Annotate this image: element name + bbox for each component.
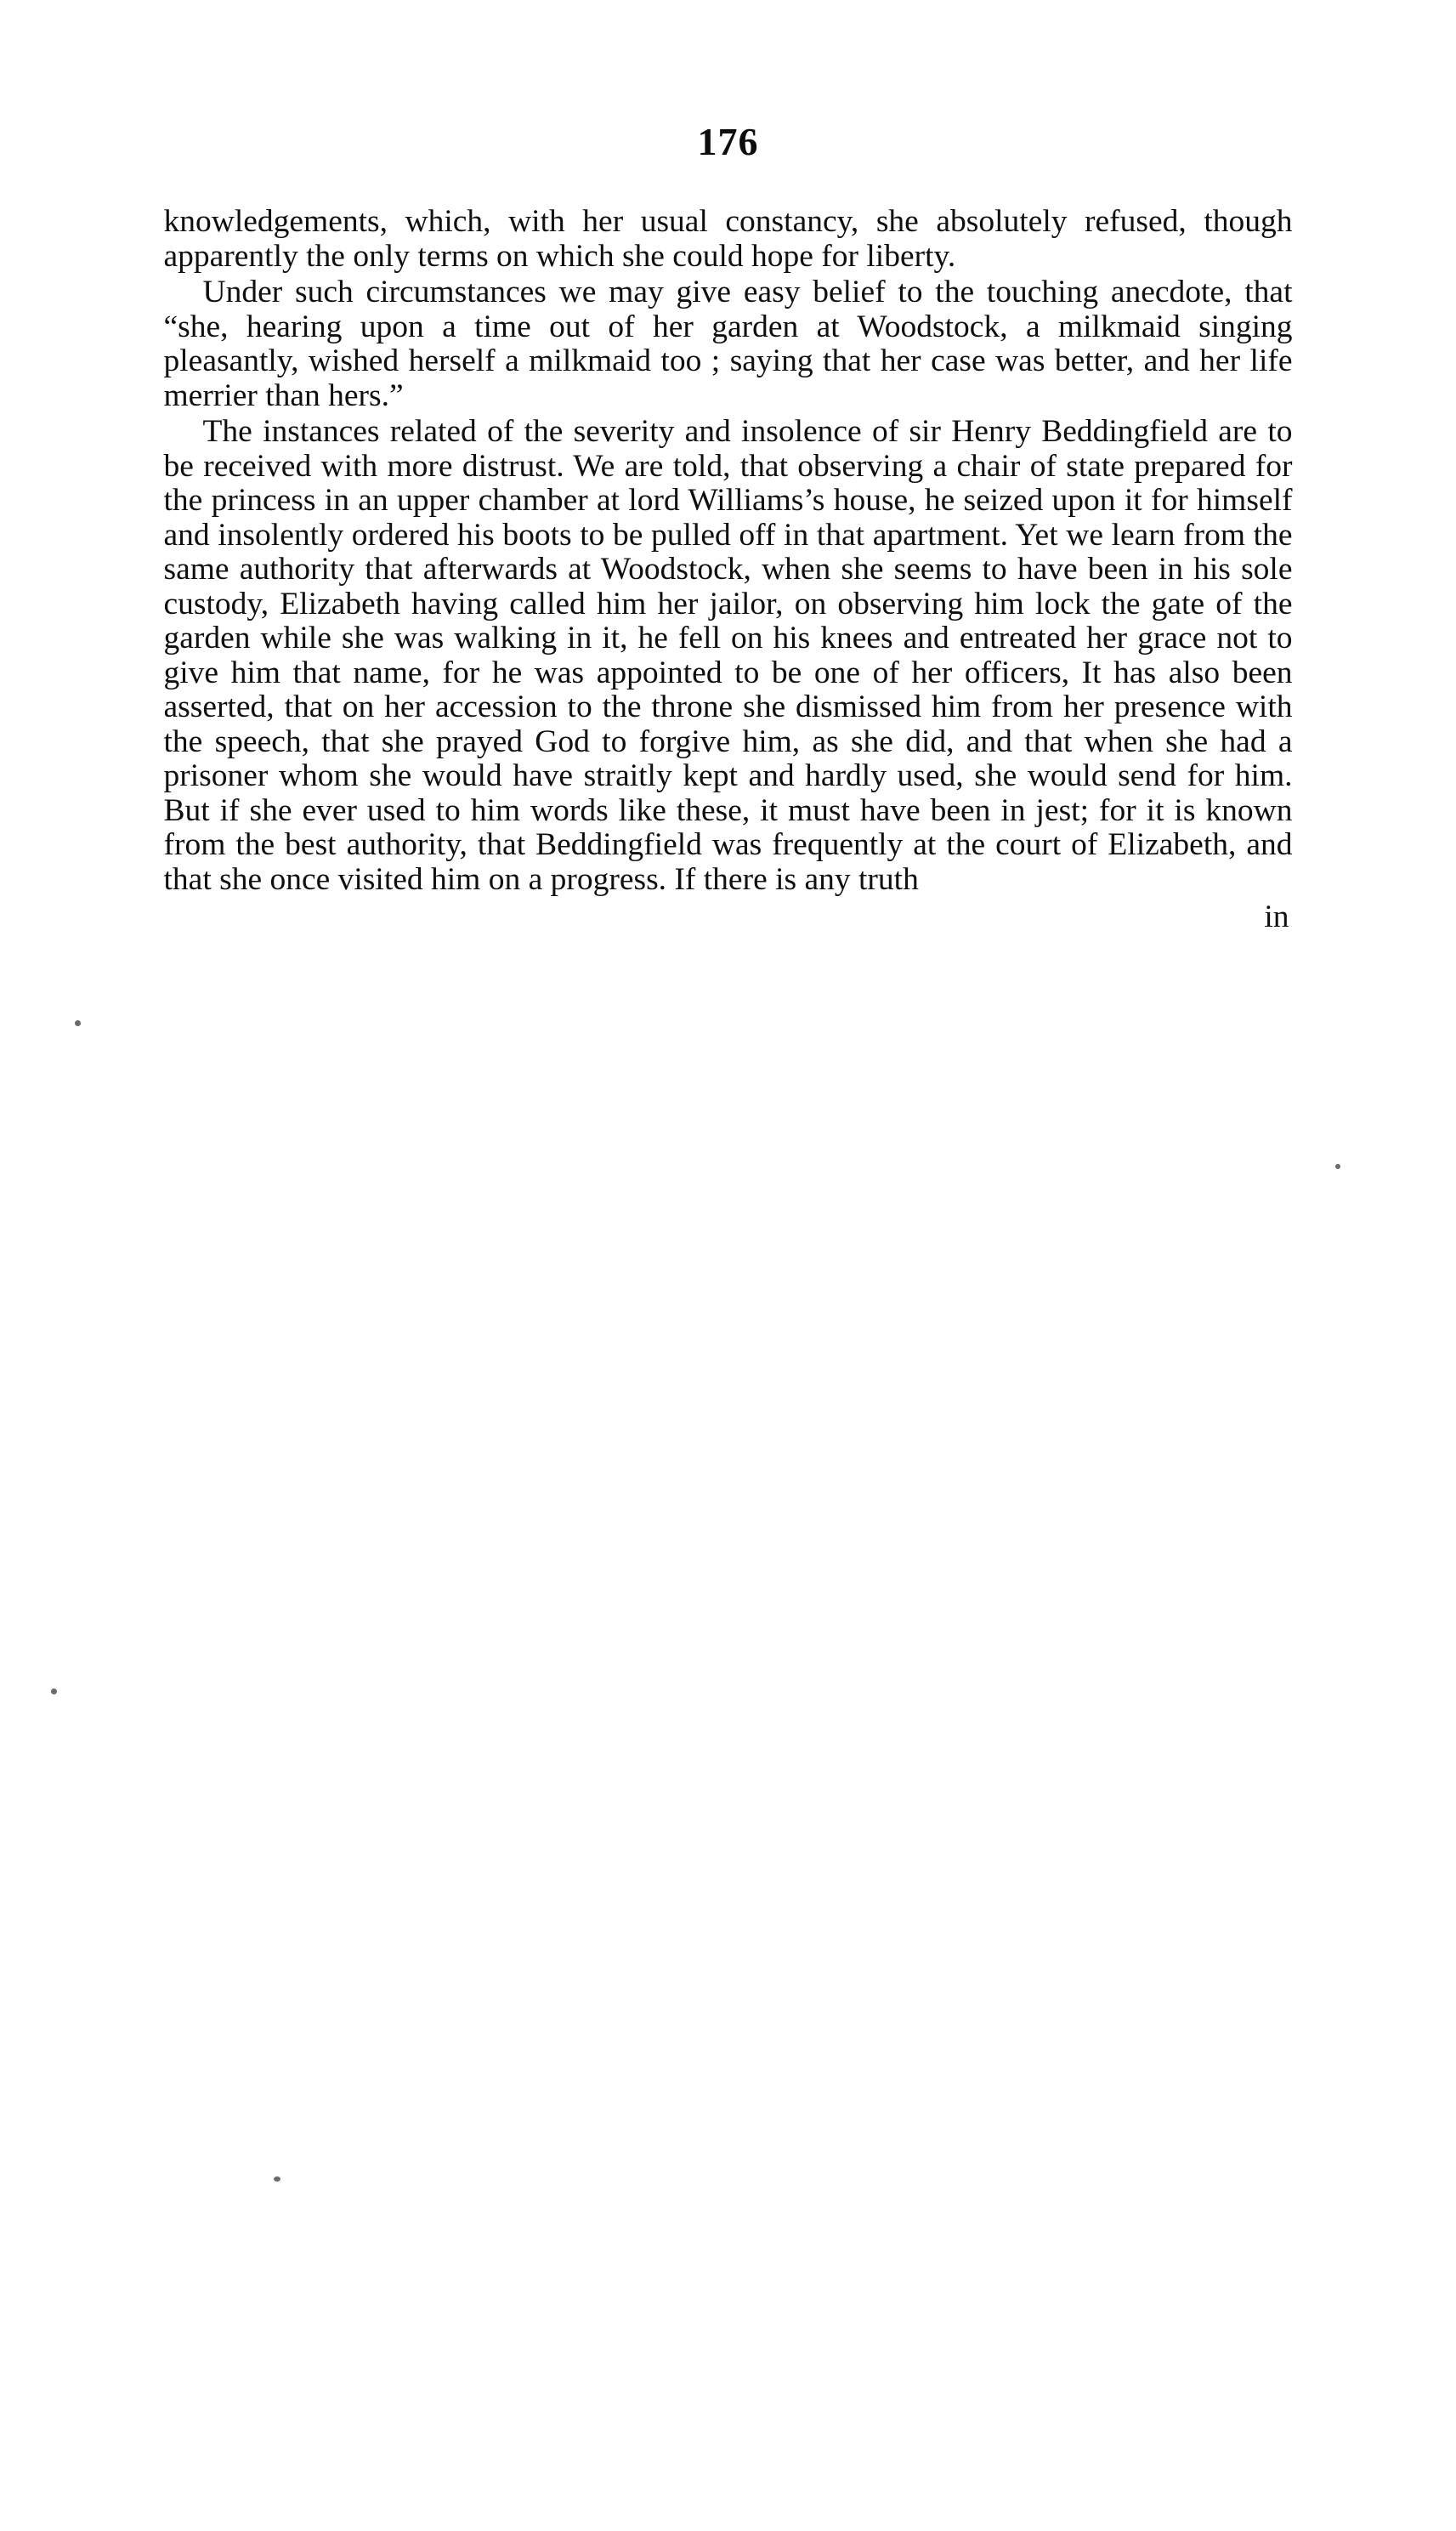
scan-speck (274, 2176, 280, 2182)
catchword: in (1264, 899, 1289, 934)
paragraph-beddingfield: The instances related of the severity and insolence of sir Henry Beddingfield are to be received with more distrust. We are told, that observing a chair of state prepared for the princess in an upper chamber at lord Williams’s house, he seized upon it for himself and insolently ordered his boots to be pulled off in that apartment. Yet we learn from the same authority that afterwards at Woodstock, when she seems to have been in his sole custody, Elizabeth having called him her jailor, on observing him lock the gate of the garden while she was walking in it, he fell on his knees and entreated her grace not to give him that name, for he was appointed to be one of her officers, It has also been asserted, that on her accession to the throne she dismissed him from her presence with the speech, that she prayed God to forgive him, as she did, and that when she had a prisoner whom she would have straitly kept and hardly used, she would send for him. But if she ever used to him words like these, it must have been in jest; for it is known from the best authority, that Beddingfield was frequently at the court of Elizabeth, and that she once visited him on a progress. If there is any truth (163, 414, 1293, 897)
page-number: 176 (697, 120, 759, 163)
scan-speck (51, 1688, 57, 1694)
paragraph-milkmaid-anecdote: Under such circumstances we may give easy belief to the touching anecdote, that “she, hearing upon a time out of her garden at Woodstock, a milkmaid singing pleasantly, wished herself a milkmaid too ; saying that her case was better, and her life merrier than hers.” (163, 275, 1293, 413)
body-text (159, 164, 1298, 935)
scan-speck (75, 1020, 81, 1026)
paragraph-acknowledgements: knowledgements, which, with her usual constancy, she absolutely refused, though apparently the only terms on which she could hope for liberty. (163, 204, 1293, 274)
scan-speck (1335, 1164, 1340, 1169)
